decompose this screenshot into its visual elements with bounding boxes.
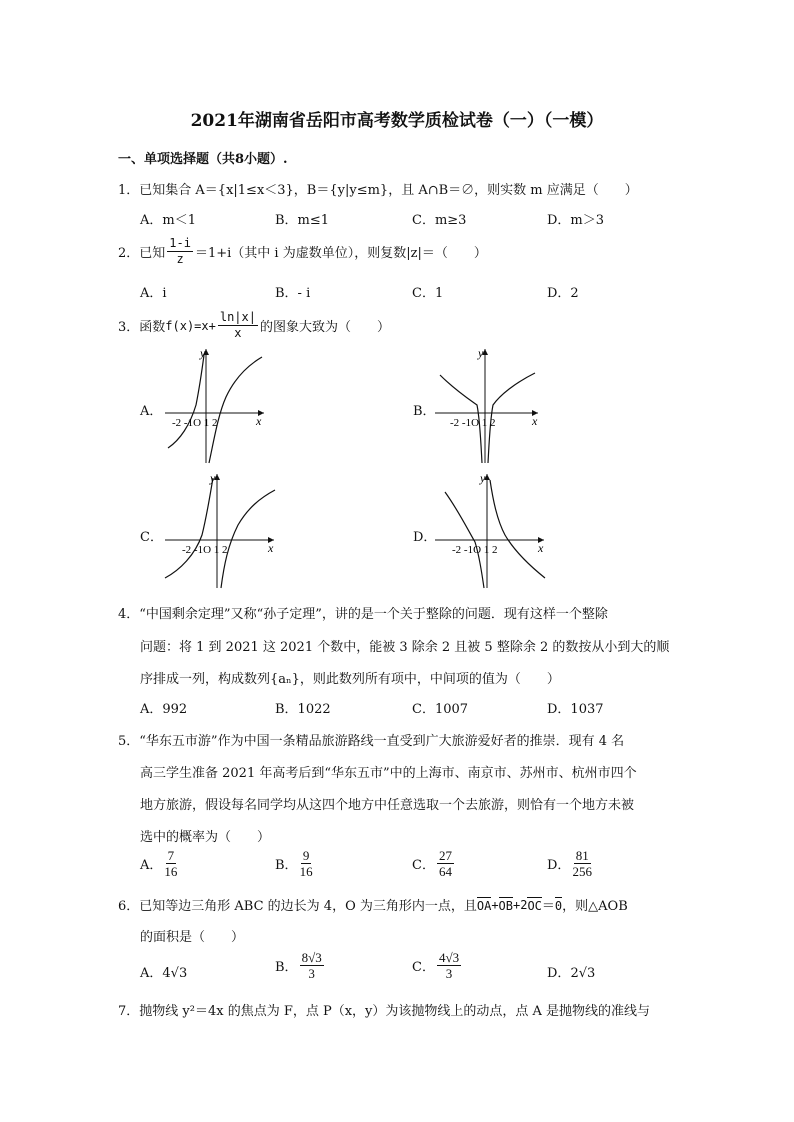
q2-suffix: ＝1+i（其中 i 为虚数单位），则复数|z|＝（ ） <box>194 246 487 261</box>
q3-prefix: 3．函数 <box>118 320 166 335</box>
q1-option-c[interactable]: C．m≥3 <box>412 213 467 228</box>
question-4-line-3: 序排成一列，构成数列{aₙ}，则此数列所有项中，中间项的值为（ ） <box>140 672 560 687</box>
graph-x-label: x <box>268 541 274 555</box>
option-num: 81 <box>575 848 589 863</box>
option-den: 3 <box>445 966 453 981</box>
option-num: 27 <box>438 848 452 863</box>
q5-option-c[interactable] <box>412 848 456 879</box>
question-2 <box>118 236 487 267</box>
q6-suffix: ，则△AOB <box>562 899 628 914</box>
q2-frac-num: 1-i <box>169 236 191 250</box>
option-den: 3 <box>308 966 315 981</box>
q6-prefix: 6．已知等边三角形 ABC 的边长为 4，O 为三角形内一点，且 <box>118 899 477 914</box>
vector-oc: OC <box>527 898 542 913</box>
option-num: 8√3 <box>301 950 322 965</box>
q1-option-b[interactable]: B．m≤1 <box>275 213 330 228</box>
curve-right <box>209 357 262 463</box>
question-4-line-2: 问题：将 1 到 2021 这 2021 个数中，能被 3 除余 2 且被 5 整除余 2 的数按从小到大的顺 <box>140 640 670 655</box>
vector-zero: 0 <box>554 898 563 913</box>
option-label: A． <box>140 966 163 981</box>
curve-right <box>490 480 545 578</box>
option-label: A． <box>140 858 163 873</box>
graph-y-label: y <box>210 471 216 485</box>
graph-c[interactable] <box>160 470 280 590</box>
option-den: 64 <box>438 864 452 879</box>
q2-option-b[interactable]: B．- i <box>275 286 311 301</box>
question-5-line-4: 选中的概率为（ ） <box>140 830 271 845</box>
option-den: 16 <box>299 864 313 879</box>
graph-x-label: x <box>532 414 538 428</box>
q3-option-a[interactable]: A． <box>140 404 163 419</box>
curve-right <box>221 490 275 588</box>
page-title: 2021年湖南省岳阳市高考数学质检试卷（一）（一模） <box>190 111 604 131</box>
q1-option-d[interactable]: D．m＞3 <box>547 213 605 228</box>
question-5-line-2: 高三学生准备 2021 年高考后到“华东五市”中的上海市、南京市、苏州市、杭州市四个 <box>140 766 637 781</box>
q3-option-c[interactable]: C． <box>140 530 163 545</box>
option-den: 256 <box>572 864 592 879</box>
q6-eq: ＝ <box>541 899 555 914</box>
q3-fraction <box>218 310 258 341</box>
graph-y-label: y <box>200 346 206 360</box>
vector-ob: OB <box>498 898 513 913</box>
q2-option-c[interactable]: C．1 <box>412 286 444 301</box>
question-5-line-1: 5．“华东五市游”作为中国一条精品旅游路线一直受到广大旅游爱好者的推崇．现有 4 名 <box>118 734 625 749</box>
q4-option-c[interactable]: C．1007 <box>412 702 469 717</box>
q4-option-d[interactable]: D．1037 <box>547 702 604 717</box>
q6-option-b[interactable] <box>275 950 326 981</box>
option-label: B． <box>275 858 298 873</box>
q3-frac-den: x <box>234 326 242 340</box>
graph-y-label: y <box>478 346 484 360</box>
q3-option-b[interactable]: B． <box>413 404 436 419</box>
q5-option-d[interactable] <box>547 848 594 879</box>
option-den: 16 <box>164 864 178 879</box>
curve-left <box>168 355 204 448</box>
graph-ticks: -2 -1O 1 2 <box>452 544 498 556</box>
option-num: 9 <box>302 848 310 863</box>
graph-x-label: x <box>256 414 262 428</box>
question-1: 1．已知集合 A＝{x|1≤x＜3}，B＝{y|y≤m}，且 A∩B＝∅，则实数 m 应满足（ ） <box>118 183 638 198</box>
q4-option-a[interactable]: A．992 <box>140 702 188 717</box>
option-label: D． <box>547 858 571 873</box>
q2-frac-den: z <box>176 252 184 266</box>
option-label: C． <box>412 858 435 873</box>
option-value: 2√3 <box>570 966 596 981</box>
question-6-line-2: 的面积是（ ） <box>140 930 245 945</box>
graph-ticks: -2 -1O 1 2 <box>450 417 496 429</box>
option-num: 4√3 <box>438 950 460 965</box>
option-label: D． <box>547 966 571 981</box>
q6-plus-2: +2 <box>513 897 528 912</box>
q2-option-d[interactable]: D．2 <box>547 286 579 301</box>
q2-prefix: 2．已知 <box>118 246 166 261</box>
question-3 <box>118 310 390 341</box>
graph-d[interactable] <box>430 470 550 590</box>
section-heading: 一、单项选择题（共8小题）. <box>118 152 288 167</box>
q4-option-b[interactable]: B．1022 <box>275 702 331 717</box>
curve-left <box>165 478 213 578</box>
graph-ticks: -2 -1O 1 2 <box>182 544 228 556</box>
graph-a[interactable] <box>160 345 270 465</box>
graph-x-label: x <box>538 541 544 555</box>
graph-ticks: -2 -1O 1 2 <box>172 417 218 429</box>
option-num: 7 <box>167 848 175 863</box>
q3-frac-num: ln|x| <box>219 310 256 324</box>
q3-suffix: 的图象大致为（ ） <box>259 320 390 335</box>
q6-option-c[interactable] <box>412 950 463 981</box>
option-label: C． <box>412 960 435 975</box>
q6-option-d[interactable] <box>547 962 595 981</box>
q6-plus-1: + <box>491 897 499 912</box>
q1-option-a[interactable]: A．m＜1 <box>140 213 196 228</box>
question-6-line-1 <box>118 895 628 914</box>
q5-option-b[interactable] <box>275 848 315 879</box>
graph-b[interactable] <box>430 345 545 465</box>
graph-y-label: y <box>480 471 486 485</box>
q2-option-a[interactable]: A．i <box>140 286 167 301</box>
question-5-line-3: 地方旅游，假设每名同学均从这四个地方中任意选取一个去旅游，则恰有一个地方未被 <box>140 798 635 813</box>
question-7: 7．抛物线 y²＝4x 的焦点为 F，点 P（x，y）为该抛物线上的动点，点 A 是抛物线的准线与 <box>118 1004 651 1019</box>
option-value: 4√3 <box>162 966 188 981</box>
vector-oa: OA <box>476 898 492 913</box>
q3-option-d[interactable]: D． <box>413 530 437 545</box>
question-4-line-1: 4．“中国剩余定理”又称“孙子定理”，讲的是一个关于整除的问题．现有这样一个整除 <box>118 607 608 622</box>
q3-func-lhs: f(x)=x+ <box>165 318 216 333</box>
q6-option-a[interactable] <box>140 962 187 981</box>
q2-fraction <box>167 236 193 267</box>
q5-option-a[interactable] <box>140 848 179 879</box>
option-label: B． <box>275 960 298 975</box>
